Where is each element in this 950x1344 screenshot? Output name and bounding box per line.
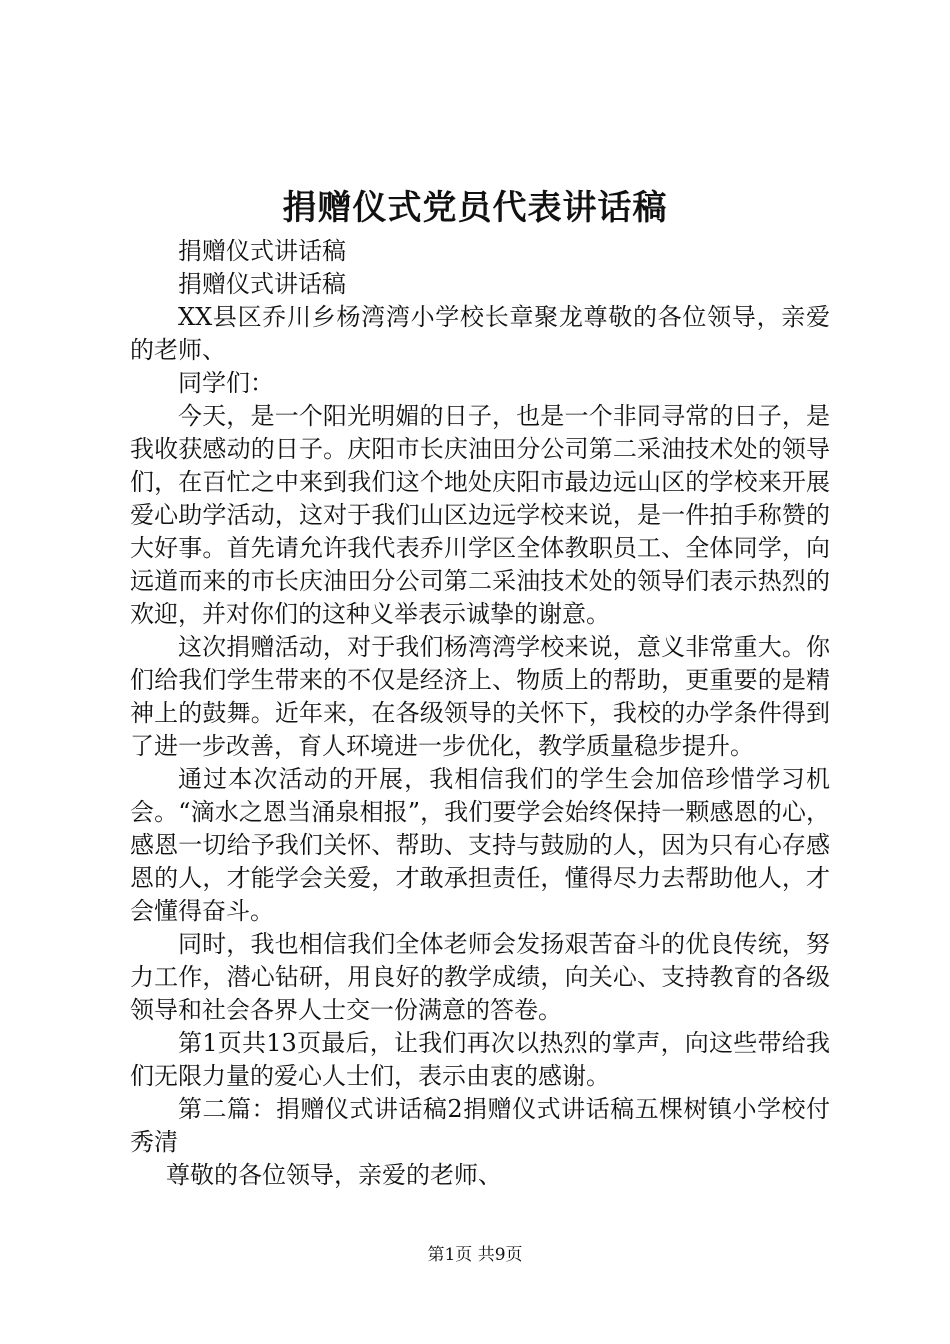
page-footer: 第1页 共9页 <box>427 1245 523 1265</box>
paragraph-greeting-students: 同学们： <box>178 369 274 397</box>
paragraph-subtitle-1: 捐赠仪式讲话稿 <box>178 237 346 265</box>
paragraph-gratitude: 通过本次活动的开展，我相信我们的学生会加倍珍惜学习机会。“滴水之恩当涌泉相报”，我们要学会始终保持一颗感恩的心，感恩一切给予我们关怀、帮助、支持与鼓励的人，因为只有心存感恩的人，才能学会关爱，才敢承担责任，懂得尽力去帮助他人，才会懂得奋斗。 <box>130 765 830 925</box>
paragraph-teachers: 同时，我也相信我们全体老师会发扬艰苦奋斗的优良传统，努力工作，潜心钻研，用良好的教学成绩，向关心、支持教育的各级领导和社会各界人士交一份满意的答卷。 <box>130 930 830 1024</box>
document-body <box>130 235 830 1192</box>
paragraph-author-greeting: XX县区乔川乡杨湾湾小学校长章聚龙尊敬的各位领导，亲爱的老师、 <box>130 303 830 364</box>
paragraph-today: 今天，是一个阳光明媚的日子，也是一个非同寻常的日子，是我收获感动的日子。庆阳市长庆油田分公司第二采油技术处的领导们，在百忙之中来到我们这个地处庆阳市最边远山区的学校来开展爱心助学活动，这对于我们山区边远学校来说，是一件拍手称赞的大好事。首先请允许我代表乔川学区全体教职员工、全体同学，向远道而来的市长庆油田分公司第二采油技术处的领导们表示热烈的欢迎，并对你们的这种义举表示诚挚的谢意。 <box>130 402 830 628</box>
document-title: 捐赠仪式党员代表讲话稿 <box>282 188 668 228</box>
paragraph-closing: 第1页共13页最后，让我们再次以热烈的掌声，向这些带给我们无限力量的爱心人士们，表示由衷的感谢。 <box>130 1029 830 1090</box>
paragraph-second-article: 第二篇：捐赠仪式讲话稿2捐赠仪式讲话稿五棵树镇小学校付秀清 <box>130 1095 830 1156</box>
paragraph-significance: 这次捐赠活动，对于我们杨湾湾学校来说，意义非常重大。你们给我们学生带来的不仅是经济上、物质上的帮助，更重要的是精神上的鼓舞。近年来，在各级领导的关怀下，我校的办学条件得到了进一步改善，育人环境进一步优化，教学质量稳步提升。 <box>130 633 830 760</box>
paragraph-second-greeting: 尊敬的各位领导，亲爱的老师、 <box>166 1161 502 1189</box>
paragraph-subtitle-2: 捐赠仪式讲话稿 <box>178 270 346 298</box>
